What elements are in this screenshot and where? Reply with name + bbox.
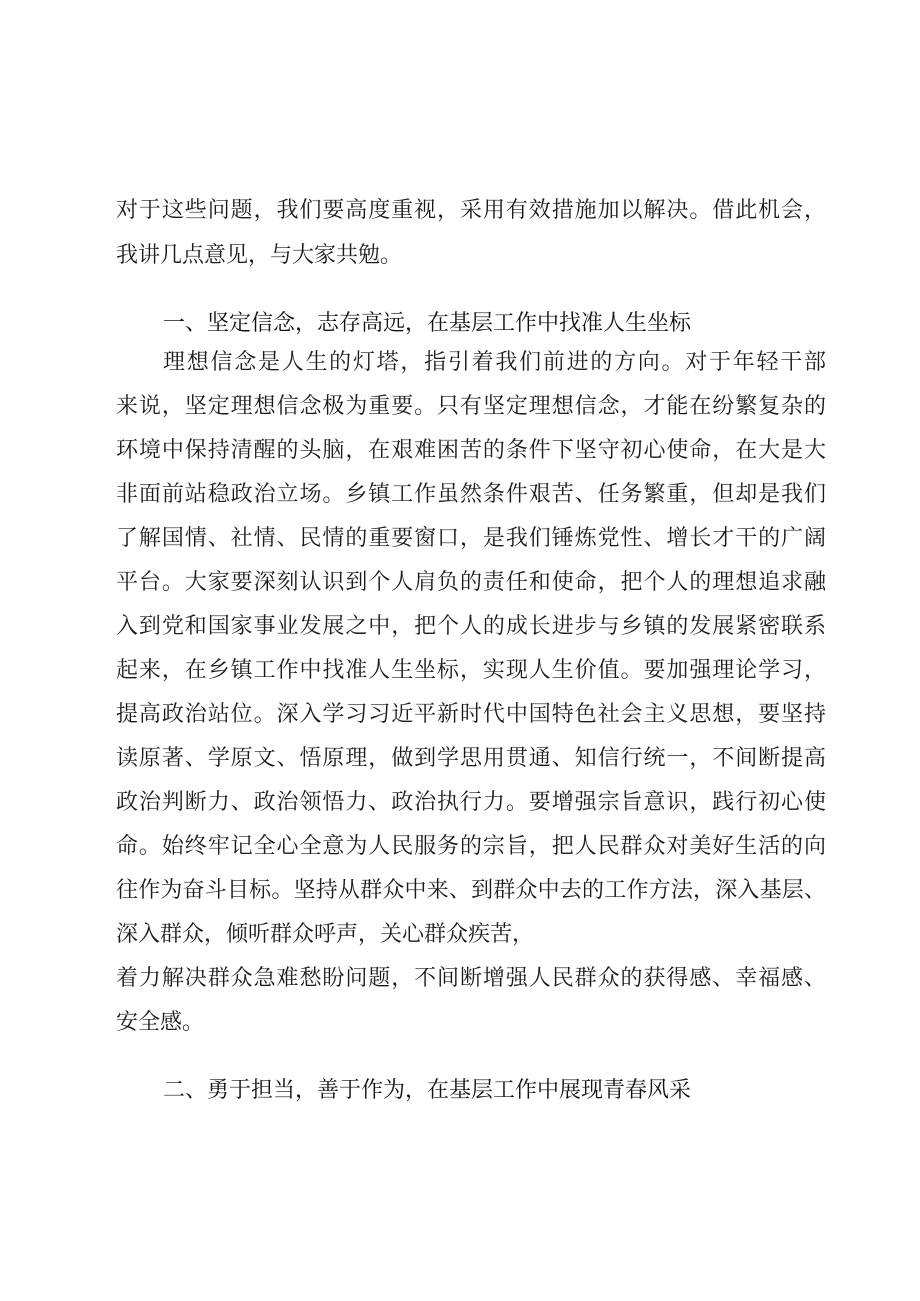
paragraph-line: 平台。大家要深刻认识到个人肩负的责任和使命，把个人的理想追求融 bbox=[116, 570, 826, 595]
paragraph-line: 理想信念是人生的灯塔，指引着我们前进的方向。对于年轻干部 bbox=[163, 350, 826, 375]
paragraph-line: 安全感。 bbox=[116, 1010, 205, 1035]
paragraph-line: 政治判断力、政治领悟力、政治执行力。要增强宗旨意识，践行初心使 bbox=[116, 790, 826, 815]
paragraph-line: 着力解决群众急难愁盼问题，不间断增强人民群众的获得感、幸福感、 bbox=[116, 966, 826, 991]
paragraph-line: 对于这些问题，我们要高度重视，采用有效措施加以解决。借此机会， bbox=[116, 198, 826, 223]
paragraph-line: 环境中保持清醒的头脑，在艰难困苦的条件下坚守初心使命，在大是大 bbox=[116, 438, 826, 463]
paragraph-line: 非面前站稳政治立场。乡镇工作虽然条件艰苦、任务繁重，但却是我们 bbox=[116, 482, 826, 507]
paragraph-line: 来说，坚定理想信念极为重要。只有坚定理想信念，才能在纷繁复杂的 bbox=[116, 394, 826, 419]
paragraph-line: 起来，在乡镇工作中找准人生坐标，实现人生价值。要加强理论学习， bbox=[116, 658, 826, 683]
paragraph-line: 入到党和国家事业发展之中，把个人的成长进步与乡镇的发展紧密联系 bbox=[116, 614, 826, 639]
paragraph-line: 往作为奋斗目标。坚持从群众中来、到群众中去的工作方法，深入基层、 bbox=[116, 878, 826, 903]
paragraph-line: 提高政治站位。深入学习习近平新时代中国特色社会主义思想，要坚持 bbox=[116, 702, 826, 727]
section-heading-2: 二、勇于担当，善于作为，在基层工作中展现青春风采 bbox=[163, 1078, 692, 1103]
paragraph-line: 读原著、学原文、悟原理，做到学思用贯通、知信行统一，不间断提高 bbox=[116, 746, 826, 771]
paragraph-line: 命。始终牢记全心全意为人民服务的宗旨，把人民群众对美好生活的向 bbox=[116, 834, 826, 859]
section-heading-1: 一、坚定信念，志存高远，在基层工作中找准人生坐标 bbox=[163, 311, 692, 336]
paragraph-line: 了解国情、社情、民情的重要窗口，是我们锤炼党性、增长才干的广阔 bbox=[116, 526, 826, 551]
paragraph-line: 我讲几点意见，与大家共勉。 bbox=[116, 243, 403, 268]
paragraph-line: 深入群众，倾听群众呼声，关心群众疾苦， bbox=[116, 922, 535, 947]
